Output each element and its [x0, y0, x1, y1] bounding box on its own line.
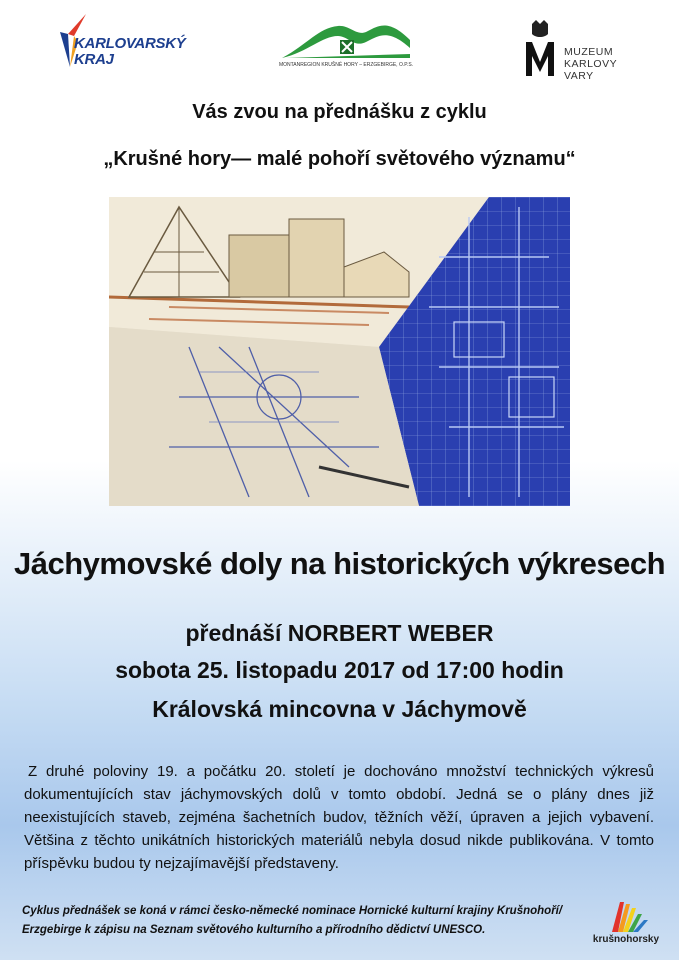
- lecture-description: Z druhé poloviny 19. a počátku 20. století je dochováno množství technických výkresů dokumentujících stav jáchymovských dolů v tomto období. Jedná se o plány dnes již neexistujících staveb, zejména šachetních budov, těžních věží, úpraven a jejich vybavení. Většina z těchto unikátních historických materiálů nebyla dosud nikde publikována. V tomto příspěvku budou ty nejzajímavější představeny.: [24, 763, 654, 872]
- footer-note: Cyklus přednášek se koná v rámci česko-německé nominace Hornické kulturní krajiny Krušnohoří/ Erzgebirge k zápisu na Seznam světového kulturního a přírodního dědictví UNESCO.: [22, 905, 563, 936]
- museum-emblem-icon: [522, 20, 558, 76]
- karlovy-vary-label: KARLOVY VARY: [564, 58, 617, 82]
- rainbow-emblem-icon: [586, 898, 666, 934]
- montanregion-logo: [278, 14, 414, 76]
- invite-line: Vás zvou na přednášku z cyklu: [192, 101, 487, 123]
- krusnohorsky-logo: [586, 898, 666, 948]
- museum-label: MUZEUM: [564, 46, 614, 58]
- museum-karlovy-vary-logo: [518, 20, 648, 80]
- lecturer-line: přednáší NORBERT WEBER: [185, 620, 494, 646]
- mountains-icon: [278, 14, 414, 60]
- series-title: „Krušné hory— malé pohoří světového významu“: [103, 148, 576, 170]
- historic-mine-drawings-image: [109, 197, 570, 506]
- karlovarsky-kraj-logo: [56, 12, 196, 74]
- venue-line: Královská mincovna v Jáchymově: [152, 696, 527, 722]
- krusnohorsky-label: krušnohorsky: [592, 934, 660, 945]
- montanregion-text: MONTANREGION KRUŠNÉ HORY – ERZGEBIRGE, O.P.S.: [278, 62, 414, 68]
- karlovarsky-label: KARLOVARSKÝ: [74, 35, 186, 52]
- lecture-title: Jáchymovské doly na historických výkresech: [13, 546, 666, 581]
- date-time-line: sobota 25. listopadu 2017 od 17:00 hodin: [115, 657, 564, 683]
- kraj-label: KRAJ: [74, 51, 114, 68]
- technical-drawings-illustration: [109, 197, 570, 506]
